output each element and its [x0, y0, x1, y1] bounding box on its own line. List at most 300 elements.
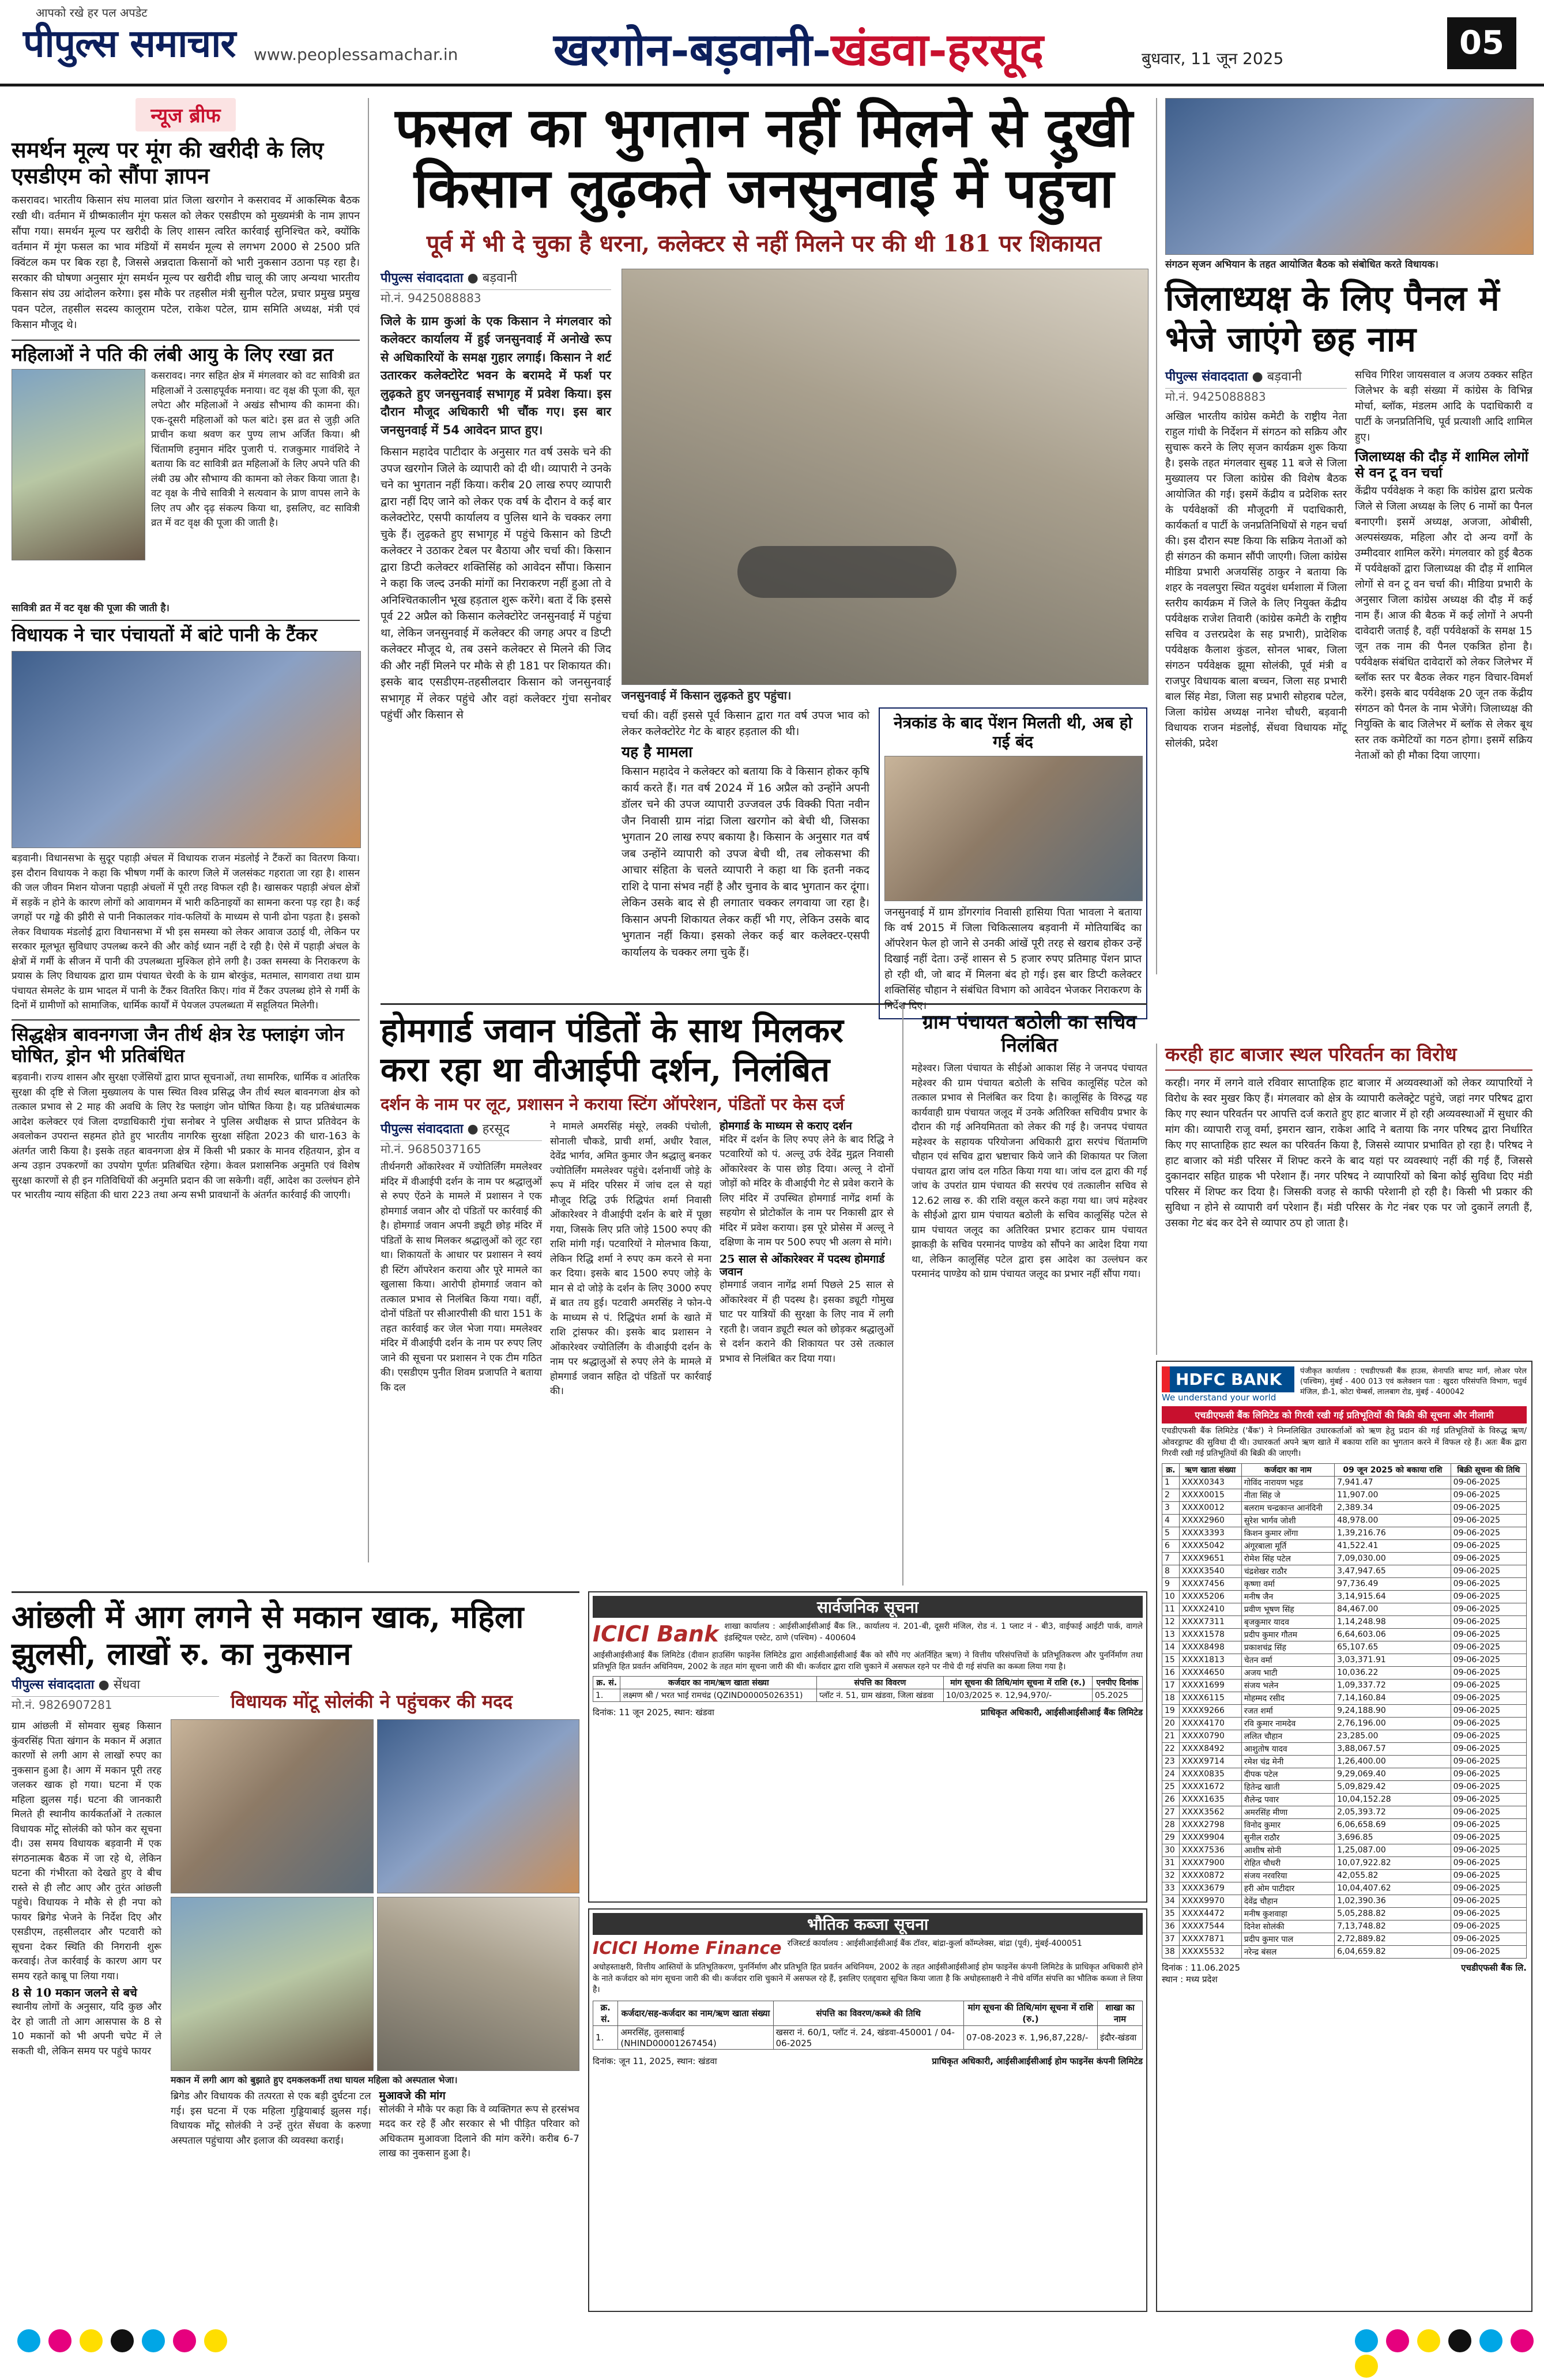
hdfc-table-cell: 7,13,748.82: [1335, 1920, 1451, 1933]
brief1-body: कसरावद। भारतीय किसान संघ मालवा प्रांत जिला खरगोन ने कसरावद में आकस्मिक बैठक रखी थी। वर्तमान में ग्रीष्मकालीन मूंग फसल को लेकर एसडीएम को मुख्यमंत्री के नाम ज्ञापन सौंपा गया। समर्थन मूल्य पर खरीदी के लिए शासन त्वरित कार्रवाई सुनिश्चित करे, क्योंकि वर्तमान में मूंग फसल का भाव मंडियों में समर्थन मूल्य से लगभग 2000 से 2500 प्रति क्विंटल कम पर बिक रहा है, जिससे अन्नदाता किसानों को भारी नुकसान उठाना पड़ रहा है। सरकार की घोषणा अनुसार मूंग समर्थन मूल्य पर खरीदी शीघ्र चालू की जाए अन्यथा भारतीय किसान संघ उग्र आंदोलन करेगा। इस मौके पर तहसील मंत्री सुनील पटेल, प्रचार प्रमुख प्रमुख पवन पटेल, तहसील सदस्य कालूराम पटेल, राकेश पटेल, ग्राम समिति अध्यक्ष, मंत्री एवं किसान मौजूद थे।: [12, 194, 360, 331]
sangathan-headline: जिलाध्यक्ष के लिए पैनल में भेजे जाएंगे छह नाम: [1165, 278, 1500, 360]
fire-photo-3: [171, 1897, 374, 2071]
hdfc-table-cell: XXXX7900: [1179, 1856, 1241, 1869]
hdfc-table-cell: XXXX1813: [1179, 1654, 1241, 1666]
website-link[interactable]: www.peoplessamachar.in: [254, 45, 458, 64]
lead-intro: जिले के ग्राम कुआं के एक किसान ने मंगलवार को कलेक्टर कार्यालय में हुई जनसुनवाई में अनोखे रूप से अधिकारियों के समक्ष गुहार लगाई। किसान ने शर्ट उतारकर कलेक्टोरेट भवन के बरामदे में फर्श पर लुढ़कते हुए जनसुनवाई सभागृह में प्रवेश किया। इस दौरान मौजूद अधिकारी भी चौंक गए। इस बार जनसुनवाई में 54 आवेदन प्राप्त हुए।: [381, 314, 611, 437]
hdfc-table-cell: 09-06-2025: [1451, 1806, 1526, 1818]
hdfc-table-cell: 20: [1162, 1717, 1180, 1730]
homeguard-col3-subhead2: 25 साल से ओंकारेश्वर में पदस्थ होमगार्ड जवान: [720, 1252, 885, 1278]
hdfc-table-cell: 1,09,337.72: [1335, 1679, 1451, 1692]
icici-hf-text: अधोहस्ताक्षरी, वित्तीय आस्तियों के प्रतिभूतिकरण, पुनर्निर्माण और प्रतिभूति हित प्रवर्तन अधिनियम, 2002 के तहत आईसीआईसीआई होम फाइनेंस कंपनी लिमिटेड के प्राधिकृत अधिकारी होने के नाते कर्जदार को मांग सूचना जारी की थी। कर्जदार राशि चुकाने में असफल रहे हैं, इसलिए एतद्द्वारा सूचित किया जाता है कि अधोहस्ताक्षरी ने नीचे वर्णित संपत्ति का भौतिक कब्जा ले लिया है।: [593, 1963, 1143, 1995]
paper-logo: पीपुल्स समाचार: [23, 21, 236, 66]
hdfc-table-cell: 09-06-2025: [1451, 1780, 1526, 1793]
registration-dot: [17, 2329, 40, 2352]
hdfc-table-cell: संजय भलेन: [1241, 1679, 1334, 1692]
registration-dot: [1417, 2329, 1440, 2352]
batholi-story: [902, 1003, 1147, 1586]
icici-hf-table-header: मांग सूचना की तिथि/मांग सूचना में राशि (रु.): [963, 2001, 1097, 2025]
icici-hf-table-header: शाखा का नाम: [1098, 2001, 1143, 2025]
hdfc-table-cell: 7: [1162, 1552, 1180, 1565]
homeguard-place: हरसूद: [482, 1122, 510, 1137]
lead-byline: पीपुल्स संवाददाता ● बड़वानी: [381, 269, 611, 290]
icici-table-cell: 10/03/2025 रु. 12,94,970/-: [943, 1689, 1092, 1702]
hdfc-table-cell: प्रदीप कुमार गौतम: [1241, 1628, 1334, 1641]
sangathan-col1: अखिल भारतीय कांग्रेस कमेटी के राष्ट्रीय नेता राहुल गांधी के निर्देशन में संगठन को सक्रिय और सुचारू करने के लिए सृजन कार्यक्रम शुरू किया है। इसके तहत मंगलवार सुबह 11 बजे से जिला मुख्यालय पर जिला कांग्रेस की विशेष बैठक आयोजित की गई। इसमें केंद्रीय व प्रदेशिक स्तर के पर्यवेक्षकों की मौजूदगी में पदाधिकारी, कार्यकर्ता व पार्टी के जनप्रतिनिधियों से गहन चर्चा की। इस दौरान स्पष्ट किया कि सक्रिय नेताओं को ही संगठन की कमान सौंपी जाएगी। जिला कांग्रेस मीडिया प्रभारी अजयसिंह ठाकुर ने बताया कि शहर के नवलपुरा स्थित यदुवंश धर्मशाला में जिला स्तरीय कार्यक्रम में जिले के लिए नियुक्त केंद्रीय पर्यवेक्षक राजेश तिवारी (कांग्रेस कमेटी के राष्ट्रीय सचिव व उत्तरप्रदेश के सह प्रभारी), प्रादेशिक पर्यवेक्षक कैलाश कुंडल, सोनल भाबर, जिला संगठन पर्यवेक्षक झूमा सोलंकी, पूर्व मंत्री व राजपुर विधायक बाला बच्चन, जिला सह प्रभारी बाल सिंह मेडा, जिला सह प्रभारी सोहराब पटेल, जिला कांग्रेस अध्यक्ष नानेश चौधरी, बड़वानी विधायक राजन मंडलोई, सेंधवा विधायक मोंटू सोलंकी, प्रदेश: [1165, 410, 1347, 750]
table-row: [1162, 1818, 1527, 1831]
hdfc-table-cell: 09-06-2025: [1451, 1476, 1526, 1489]
brief1-headline: समर्थन मूल्य पर मूंग की खरीदी के लिए एसडीएम को सौंपा ज्ञापन: [12, 137, 324, 189]
table-row: [1162, 1603, 1527, 1615]
hdfc-table-cell: 6,06,658.69: [1335, 1818, 1451, 1831]
hdfc-table-cell: नरेन्द्र बंसल: [1241, 1945, 1334, 1958]
icici-hf-table-header: कर्जदार/सह-कर्जदार का नाम/ऋण खाता संख्या: [618, 2001, 773, 2025]
brief3-headline: विधायक ने चार पंचायतों में बांटे पानी के टैंकर: [12, 620, 360, 646]
lead-photo-figure: [737, 546, 956, 598]
icici-table-cell: 05.2025: [1093, 1689, 1143, 1702]
hdfc-signatory: एचडीएफसी बैंक लि.: [1461, 1962, 1527, 1973]
hdfc-table-cell: 3,88,067.57: [1335, 1742, 1451, 1755]
hdfc-table-cell: XXXX9651: [1179, 1552, 1241, 1565]
hdfc-table-cell: रवि कुमार नामदेव: [1241, 1717, 1334, 1730]
homeguard-col3: मंदिर में दर्शन के लिए रुपए लेने के बाद रिद्धि ने पटवारियों को पं. अल्लू उर्फ देवेंद्र मुद्गल निवासी ओंकारेश्वर के पास छोड़ दिया। अल्लू ने दोनों जोड़ों को मंदिर के वीआईपी गेट से प्रवेश कराने के लिए मंदिर में उपस्थित होमगार्ड नागेंद्र शर्मा के सहयोग से प्रोटोकॉल के नाम पर निकासी द्वार से मंदिर में प्रवेश कराया। इस पूरे प्रोसेस में अल्लू ने दक्षिणा के नाम पर 500 रुपए भी अलग से मांगे।: [720, 1133, 894, 1248]
hdfc-table-cell: 3,03,371.91: [1335, 1654, 1451, 1666]
icici-text: आईसीआईसीआई बैंक लिमिटेड (दीवान हाउसिंग फाइनेंस लिमिटेड द्वारा आईसीआईसीआई बैंक को सौंपे गए अंतर्निहित ऋण) ने वित्तीय परिसंपत्तियों के प्रतिभूतिकरण और पुनर्निर्माण तथा प्रतिभूति हित प्रवर्तन अधिनियम, 2002 के तहत मांग सूचना जारी की थी। कर्जदार द्वारा राशि चुकाने में असफल रहने पर नीचे दी गई संपत्ति का कब्जा लिया गया है।: [593, 1651, 1143, 1671]
hdfc-table-cell: हरी ओम पाटीदार: [1241, 1882, 1334, 1895]
news-brief-column: [12, 98, 369, 1562]
hdfc-table-header: ऋण खाता संख्या: [1179, 1463, 1241, 1476]
sangathan-col2b: केंद्रीय पर्यवेक्षक ने कहा कि कांग्रेस द्वारा प्रत्येक जिले से जिला अध्यक्ष के लिए 6 नामों का पैनल बनाएगी। इसमें अध्यक्ष, अजजा, ओबीसी, अल्पसंख्यक, महिला और दो अन्य वर्गों के उम्मीदवार शामिल करेंगे। मंगलवार को हुई बैठक में पर्यवेक्षकों द्वारा जिलाध्यक्ष की दौड़ में शामिल लोगों से वन टू वन चर्चा की। मीडिया प्रभारी के अनुसार जिला कांग्रेस अध्यक्ष की दौड़ में कई नाम हैं। आज की बैठक में कई लोगों ने अपनी दावेदारी जताई है, वहीं पर्यवेक्षकों के समक्ष 15 जून तक नाम की पैनल एकत्रित होना है। पर्यवेक्षक संबंधित दावेदारों को लेकर जिलेभर में ब्लॉक स्तर पर बैठक लेकर गहन विचार-विमर्श करेंगे। इसके बाद पर्यवेक्षक 20 जून तक केंद्रीय संगठन को पैनल के नाम भेजेंगे। जिलाध्यक्ष की नियुक्ति के बाद जिलेभर में ब्लॉक से लेकर बूथ स्तर तक कमेटियों का गठन होगा। इसमें सक्रिय नेताओं को ही मौका दिया जाएगा।: [1355, 485, 1532, 762]
table-row: [1162, 1565, 1527, 1577]
hdfc-table-cell: रोहित चौधरी: [1241, 1856, 1334, 1869]
hdfc-table-cell: मोहम्मद रसीद: [1241, 1692, 1334, 1704]
registration-dot: [142, 2329, 165, 2352]
lead-photo-caption: जनसुनवाई में किसान लुढ़कते हुए पहुंचा।: [622, 688, 792, 702]
hdfc-table-cell: 09-06-2025: [1451, 1666, 1526, 1679]
hdfc-table-cell: 5,05,288.82: [1335, 1907, 1451, 1920]
hdfc-table-cell: 09-06-2025: [1451, 1831, 1526, 1844]
hdfc-table-cell: प्रकाशचंद्र सिंह: [1241, 1641, 1334, 1654]
hdfc-table-cell: 09-06-2025: [1451, 1615, 1526, 1628]
hdfc-table-cell: 6,64,603.06: [1335, 1628, 1451, 1641]
hdfc-table-header: कर्जदार का नाम: [1241, 1463, 1334, 1476]
brief3-photo: [12, 651, 361, 848]
fire-photo-2: [377, 1719, 580, 1893]
icici-hf-table-header: संपत्ति का विवरण/कब्जे की तिथि: [773, 2001, 963, 2025]
brief2-photo: [12, 369, 145, 560]
hdfc-table-cell: आशुतोष यादव: [1241, 1742, 1334, 1755]
hdfc-table-cell: XXXX1635: [1179, 1793, 1241, 1806]
hdfc-table-cell: 09-06-2025: [1451, 1755, 1526, 1768]
icici-address: शाखा कार्यालय : आईसीआईसीआई बैंक लि., कार्यालय नं. 201-बी, दूसरी मंजिल, रोड नं. 1 प्लाट नं - बी3, वाईफाई आईटी पार्क, वागले इंडस्ट्रियल एस्टेट, ठाणे (पश्चिम) - 400604: [724, 1622, 1143, 1643]
icici-hf-table-cell: 07-08-2023 रु. 1,96,87,228/-: [963, 2025, 1097, 2049]
hdfc-table-cell: 84,467.00: [1335, 1603, 1451, 1615]
fire-subhead2: 8 से 10 मकान जलने से बचे: [12, 1986, 137, 2000]
hdfc-table-cell: 09-06-2025: [1451, 1590, 1526, 1603]
hdfc-table-cell: मनीष जैन: [1241, 1590, 1334, 1603]
table-row: [1162, 1476, 1527, 1489]
hdfc-table-cell: मनीष कुशवाहा: [1241, 1907, 1334, 1920]
fire-byline: पीपुल्स संवाददाता ● सेंधवा: [12, 1675, 219, 1697]
homeguard-subhead: दर्शन के नाम पर लूट, प्रशासन ने कराया स्टिंग ऑपरेशन, पंडितों पर केस दर्ज: [381, 1094, 845, 1114]
lead-photo: [622, 269, 1148, 685]
hdfc-table-cell: 36: [1162, 1920, 1180, 1933]
hdfc-table-cell: 10: [1162, 1590, 1180, 1603]
hdfc-table-cell: 09-06-2025: [1451, 1577, 1526, 1590]
hdfc-table-cell: XXXX9904: [1179, 1831, 1241, 1844]
icici-notice: [588, 1591, 1147, 1903]
table-row: [1162, 1641, 1527, 1654]
table-row: [1162, 1768, 1527, 1780]
section-title-part1: खरगोन-बड़वानी-: [553, 24, 831, 76]
hdfc-table-cell: 6: [1162, 1539, 1180, 1552]
hdfc-table-cell: संजय नरवरिया: [1241, 1869, 1334, 1882]
hdfc-table-cell: 09-06-2025: [1451, 1654, 1526, 1666]
hdfc-table-cell: 09-06-2025: [1451, 1907, 1526, 1920]
hdfc-table-cell: XXXX3679: [1179, 1882, 1241, 1895]
hdfc-table-cell: 65,107.65: [1335, 1641, 1451, 1654]
icici-table-header: क्र. सं.: [593, 1677, 620, 1689]
hdfc-table-cell: XXXX5206: [1179, 1590, 1241, 1603]
hdfc-table-cell: 5: [1162, 1527, 1180, 1539]
hdfc-table-cell: दीपक पटेल: [1241, 1768, 1334, 1780]
fire-photo-caption: मकान में लगी आग को बुझाते हुए दमकलकर्मी तथा घायल महिला को अस्पताल भेजा।: [171, 2074, 458, 2086]
lead-mobile: मो.नं. 9425088883: [381, 291, 481, 305]
lead-col2a: चर्चा की। वहीं इससे पूर्व किसान द्वारा गत वर्ष उपज भाव को लेकर कलेक्टोरेट गेट के बाहर हड़ताल की थी।: [622, 709, 869, 739]
hdfc-table-cell: 09-06-2025: [1451, 1818, 1526, 1831]
icici-hf-table-cell: 1.: [593, 2025, 618, 2049]
brief2-caption: सावित्री व्रत में वट वृक्ष की पूजा की जाती है।: [12, 602, 170, 615]
hdfc-table-cell: देवेंद्र चौहान: [1241, 1895, 1334, 1907]
hdfc-table-cell: 18: [1162, 1692, 1180, 1704]
brief3-body: बड़वानी। विधानसभा के सुदूर पहाड़ी अंचल में विधायक राजन मंडलोई ने टैंकरों का वितरण किया। इस दौरान विधायक ने कहा कि भीषण गर्मी के कारण जिले में जलसंकट गहराता जा रहा है। शासन की जल जीवन मिशन योजना पहाड़ी अंचलों में पूरी तरह विफल रही है। खासकर पहाड़ी अंचल क्षेत्रों में सड़कें न होने के कारण लोगों को आवागमन में भारी कठिनाइयों का सामना करना पड़ रहा है। कई जगहों पर गड्ढे की झीरी से पानी निकालकर गांव-फलियों के माध्यम से पानी ढोना पड़ता है। इसको लेकर विधायक मंडलोई द्वारा विधानसभा में भी इस समस्या को लेकर आवाज उठाई थी, लेकिन पर सरकार मूलभूत सुविधाए उपलब्ध करने की और कोई ध्यान नहीं दे रही है। ऐसे में पहाड़ी अंचल के क्षेत्रों में गर्मी के सीजन में पानी की उपलब्धता मुश्किल होने लगी है। उक्त समस्या के निराकरण के प्रयास के लिए विधायक द्वारा ग्राम पंचायत चेरवी के के ग्राम बोरकुंड, मतमाल, सागवारा तथा ग्राम पंचायत सेमलेट के ग्राम भादल में पानी के टैंकर वितरित किए। गांव में टैंकर उपलब्ध होने से गर्मी के दिनों में ग्रामीणों को सामाजिक, धार्मिक कार्यों में पेयजल उपलब्धता में सहूलियत मिलेगी।: [12, 853, 360, 1012]
hdfc-table-cell: 42,055.82: [1335, 1869, 1451, 1882]
hdfc-table-cell: 2,05,393.72: [1335, 1806, 1451, 1818]
hdfc-table-cell: 7,14,160.84: [1335, 1692, 1451, 1704]
table-row: [1162, 1920, 1527, 1933]
icici-hf-address: रजिस्टर्ड कार्यालय : आईसीआईसीआई बैंक टॉवर, बांद्रा-कुर्ला कॉम्प्लेक्स, बांद्रा (पूर्व), मुंबई-400051: [787, 1939, 1082, 1948]
hdfc-table-cell: 7,941.47: [1335, 1476, 1451, 1489]
batholi-headline: ग्राम पंचायत बठोली का सचिव निलंबित: [922, 1011, 1137, 1057]
fire-headline: आंछली में आग लगने से मकान खाक, महिला झुलसी, लाखों रु. का नुकसान: [12, 1598, 524, 1672]
hdfc-table-header: 09 जून 2025 को बकाया राशि: [1335, 1463, 1451, 1476]
hdfc-table-cell: सुनील राठौर: [1241, 1831, 1334, 1844]
hdfc-table-cell: 13: [1162, 1628, 1180, 1641]
hdfc-table-cell: 09-06-2025: [1451, 1882, 1526, 1895]
hdfc-footer-place: स्थान : मध्य प्रदेश: [1162, 1974, 1218, 1984]
lead-story: [381, 96, 1147, 1012]
hdfc-brand: HDFC BANK: [1162, 1366, 1294, 1392]
icici-banner: सार्वजनिक सूचना: [593, 1596, 1143, 1618]
table-row: [1162, 1780, 1527, 1793]
sangathan-col2: सचिव गिरिश जायसवाल व अजय ठक्कर सहित जिलेभर के बड़ी संख्या में कांग्रेस के विभिन्न मोर्चा, ब्लॉक, मंडलम आदि के पदाधिकारी व पार्टी के जनप्रतिनिधि, पूर्व प्रत्याशी आदि शामिल हुए।: [1355, 368, 1532, 443]
registration-dot: [204, 2329, 227, 2352]
hdfc-table-cell: गोविंद नारायण भट्टड: [1241, 1476, 1334, 1489]
hdfc-notice: [1156, 1361, 1532, 2312]
hdfc-table-cell: 3,47,947.65: [1335, 1565, 1451, 1577]
icici-table-header: कर्जदार का नाम/ऋण खाता संख्या: [620, 1677, 817, 1689]
pension-headline: नेत्रकांड के बाद पेंशन मिलती थी, अब हो गई बंद: [894, 713, 1132, 751]
homeguard-reporter: पीपुल्स संवाददाता: [381, 1122, 464, 1137]
icici-hf-table: [593, 2001, 1143, 2050]
hdfc-table-cell: 16: [1162, 1666, 1180, 1679]
icici-hf-footer: दिनांक: जून 11, 2025, स्थान: खंडवा: [593, 2055, 717, 2066]
hdfc-table-cell: 10,04,407.62: [1335, 1882, 1451, 1895]
hdfc-footer-date: दिनांक : 11.06.2025: [1162, 1962, 1241, 1973]
table-row: [1162, 1590, 1527, 1603]
hdfc-table-cell: XXXX7871: [1179, 1933, 1241, 1945]
hdfc-table-cell: 3,696.85: [1335, 1831, 1451, 1844]
hdfc-title: एचडीएफसी बैंक लिमिटेड को गिरवी रखी गई प्रतिभूतियों की बिक्री की सूचना और नीलामी: [1162, 1406, 1527, 1424]
table-row: [1162, 1552, 1527, 1565]
table-row: [1162, 1539, 1527, 1552]
hdfc-logo: [1162, 1366, 1294, 1403]
hdfc-table-cell: XXXX5042: [1179, 1539, 1241, 1552]
tagline: आपको रखे हर पल अपडेट: [36, 6, 148, 20]
hdfc-table-cell: 09-06-2025: [1451, 1730, 1526, 1742]
table-row: [1162, 1501, 1527, 1514]
registration-dot: [1511, 2329, 1534, 2352]
table-row: [1162, 1895, 1527, 1907]
hdfc-table-cell: 09-06-2025: [1451, 1565, 1526, 1577]
table-row: [1162, 1831, 1527, 1844]
table-row: [1162, 1717, 1527, 1730]
icici-table: [593, 1676, 1143, 1702]
brief2-body: कसरावद। नगर सहित क्षेत्र में मंगलवार को वट सावित्री व्रत महिलाओं ने उत्साहपूर्वक मनाया। वट वृक्ष की पूजा की, सूत लपेटा और महिलाओं ने अखंड सौभाग्य की कामना की। एक-दूसरी महिलाओं को फल बांटे। इस व्रत से जुड़ी अति प्राचीन कथा श्रवण कर पुण्य लाभ अर्जित किया। श्री चिंतामणि हनुमान मंदिर पुजारी पं. राजकुमार गावंशिदे ने बताया कि वट सावित्री व्रत महिलाओं के लिए अपने पति की लंबी उम्र और सौभाग्य की कामना को लेकर किया जाता है। वट वृक्ष के नीचे सावित्री ने सत्यवान के प्राण वापस लाने के लिए तप और दृढ़ संकल्प किया था, इसलिए, वट सावित्री व्रत में वट वृक्ष की पूजा की जाती है।: [151, 370, 360, 529]
hdfc-table-cell: हितेन्द्र खाती: [1241, 1780, 1334, 1793]
table-row: [1162, 1679, 1527, 1692]
fire-body2: स्थानीय लोगों के अनुसार, यदि कुछ और देर हो जाती तो आग आसपास के 8 से 10 मकानों को भी अपनी चपेट में ले सकती थी, लेकिन समय पर पहुंचे फायर: [12, 2001, 161, 2057]
hdfc-table-cell: XXXX9714: [1179, 1755, 1241, 1768]
hdfc-table-cell: अजय भाटी: [1241, 1666, 1334, 1679]
hdfc-table-cell: दिनेश सोलंकी: [1241, 1920, 1334, 1933]
hdfc-table-cell: 3,14,915.64: [1335, 1590, 1451, 1603]
icici-hf-table-cell: अमरसिंह, तुलसाबाई (NHIND00001267454): [618, 2025, 773, 2049]
hdfc-table-cell: XXXX4650: [1179, 1666, 1241, 1679]
hdfc-table-cell: 21: [1162, 1730, 1180, 1742]
karhi-story: [1156, 1044, 1532, 1355]
icici-hf-table-cell: खसरा नं. 60/1, प्लॉट नं. 24, खंडवा-450001 / 04-06-2025: [773, 2025, 963, 2049]
hdfc-table-cell: 2,72,889.82: [1335, 1933, 1451, 1945]
hdfc-table-cell: 7,09,030.00: [1335, 1552, 1451, 1565]
hdfc-table-cell: 25: [1162, 1780, 1180, 1793]
hdfc-table-cell: 09-06-2025: [1451, 1856, 1526, 1869]
registration-dot: [1448, 2329, 1471, 2352]
hdfc-table-cell: 3: [1162, 1501, 1180, 1514]
hdfc-text: एचडीएफसी बैंक लिमिटेड ('बैंक') ने निम्नलिखित उधारकर्ताओं को ऋण हेतु प्रदान की गई प्रतिभूतियों के विरुद्ध ऋण/ओवरड्राफ्ट की सुविधा दी थी। उधारकर्ता अपने ऋण खाते में बकाया राशि का भुगतान करने में विफल रहे हैं। अतः बैंक द्वारा गिरवी रखी गई प्रतिभूतियों की बिक्री की जाएगी।: [1162, 1426, 1527, 1459]
hdfc-table-cell: XXXX0343: [1179, 1476, 1241, 1489]
hdfc-table-cell: 1,02,390.36: [1335, 1895, 1451, 1907]
homeguard-headline: होमगार्ड जवान पंडितों के साथ मिलकर करा रहा था वीआईपी दर्शन, निलंबित: [381, 1011, 843, 1090]
icici-table-header: संपत्ति का विवरण: [817, 1677, 944, 1689]
hdfc-table-cell: 10,04,152.28: [1335, 1793, 1451, 1806]
hdfc-table-cell: XXXX2798: [1179, 1818, 1241, 1831]
hdfc-table-cell: 11: [1162, 1603, 1180, 1615]
icici-hf-table-header: क्र. सं.: [593, 2001, 618, 2025]
hdfc-table-cell: 15: [1162, 1654, 1180, 1666]
hdfc-table-cell: 09-06-2025: [1451, 1501, 1526, 1514]
pension-box: [879, 707, 1147, 1019]
hdfc-table-cell: XXXX3540: [1179, 1565, 1241, 1577]
table-row: [1162, 1793, 1527, 1806]
hdfc-table-cell: 9,24,188.90: [1335, 1704, 1451, 1717]
table-row: [1162, 1945, 1527, 1958]
hdfc-table-cell: 09-06-2025: [1451, 1793, 1526, 1806]
hdfc-table-cell: 09-06-2025: [1451, 1603, 1526, 1615]
hdfc-table-cell: रमेश चंद्र मेनी: [1241, 1755, 1334, 1768]
registration-marks-right: [1355, 2329, 1544, 2380]
hdfc-table-cell: 14: [1162, 1641, 1180, 1654]
hdfc-table-cell: 09-06-2025: [1451, 1704, 1526, 1717]
hdfc-table-cell: 48,978.00: [1335, 1514, 1451, 1527]
sangathan-col2-subhead: जिलाध्यक्ष की दौड़ में शामिल लोगों से वन टू वन चर्चा: [1355, 447, 1528, 481]
hdfc-table-cell: 9: [1162, 1577, 1180, 1590]
hdfc-table-cell: चेतन वर्मा: [1241, 1654, 1334, 1666]
hdfc-table-cell: 17: [1162, 1679, 1180, 1692]
masthead: [0, 0, 1544, 86]
hdfc-table-cell: XXXX1699: [1179, 1679, 1241, 1692]
table-row: [1162, 1882, 1527, 1895]
hdfc-table-cell: 09-06-2025: [1451, 1895, 1526, 1907]
hdfc-table: [1162, 1463, 1527, 1959]
hdfc-table-cell: 2,76,196.00: [1335, 1717, 1451, 1730]
registration-dot: [173, 2329, 196, 2352]
table-row: [1162, 1615, 1527, 1628]
hdfc-table-cell: किशन कुमार लोंगा: [1241, 1527, 1334, 1539]
section-title: [553, 17, 1044, 78]
hdfc-table-cell: 28: [1162, 1818, 1180, 1831]
table-row: [1162, 1933, 1527, 1945]
hdfc-table-cell: 09-06-2025: [1451, 1920, 1526, 1933]
fire-mobile: मो.नं. 9826907281: [12, 1698, 112, 1712]
lead-place: बड़वानी: [482, 270, 517, 285]
icici-hf-signatory: प्राधिकृत अधिकारी, आईसीआईसीआई होम फाइनेंस कंपनी लिमिटेड: [932, 2055, 1143, 2066]
fire-body: ग्राम आंछली में सोमवार सुबह किसान कुंवरसिंह पिता खंगान के मकान में अज्ञात कारणों से लगी आग से लाखों रुपए का नुकसान हुआ है। आग में मकान पूरी तरह जलकर खाक हो गया। घटना में एक महिला झुलस गई। घटना की जानकारी मिलते ही स्थानीय कार्यकर्ताओं ने तत्काल विधायक मोंटू सोलंकी को फोन कर सूचना दी। उस समय विधायक बड़वानी में एक संगठनात्मक बैठक में जा रहे थे, लेकिन घटना की गंभीरता को देखते हुए वे बीच रास्ते से ही लौट आए और तुरंत आंछली पहुंचे। विधायक ने मौके से ही नपा को फायर ब्रिगेड भेजने के निर्देश दिए और एसडीएम, तहसीलदार और पटवारी को सूचना देकर स्थिति की निगरानी शुरू करवाई। तेज कार्रवाई के कारण आग पर समय रहते काबू पा लिया गया।: [12, 1720, 161, 1982]
table-row: [1162, 1704, 1527, 1717]
news-brief-label: न्यूज ब्रीफ: [135, 98, 235, 131]
sangathan-mobile: मो.नं. 9425088883: [1165, 389, 1266, 404]
hdfc-table-cell: 24: [1162, 1768, 1180, 1780]
hdfc-table-cell: 09-06-2025: [1451, 1539, 1526, 1552]
sangathan-story: [1156, 98, 1532, 974]
hdfc-table-cell: XXXX7544: [1179, 1920, 1241, 1933]
icici-hf-brand: ICICI Home Finance: [593, 1938, 782, 1959]
hdfc-table-cell: 09-06-2025: [1451, 1945, 1526, 1958]
hdfc-table-cell: 1,26,400.00: [1335, 1755, 1451, 1768]
registration-dot: [1479, 2329, 1502, 2352]
hdfc-table-cell: 27: [1162, 1806, 1180, 1818]
registration-dot: [1355, 2355, 1378, 2378]
hdfc-table-cell: XXXX7311: [1179, 1615, 1241, 1628]
lead-col1: किसान महादेव पाटीदार के अनुसार गत वर्ष उसके चने की उपज खरगोन जिले के व्यापारी को दी थी। व्यापारी ने उनके चने का भुगतान नहीं किया। करीब 20 लाख रुपए व्यापारी द्वारा नहीं दिए जाने को लेकर एक वर्ष के दौरान वे कई बार कलेक्टोरेट, एसपी कार्यालय व पुलिस थाने के चक्कर लगा चुके हैं। लुढ़कते हुए सभागृह में पहुंचे किसान को डिप्टी कलेक्टर ने उठाकर टेबल पर बैठाया और चर्चा की। किसान द्वारा डिप्टी कलेक्टर शक्तिसिंह को आवेदन सौंपा। किसान ने कहा कि जल्द उनकी मांगों का निराकरण नहीं हुआ तो वे अनिश्चितकालीन भूख हड़ताल शुरू करेंगे। बता दें कि इससे पूर्व 22 अप्रैल को किसान कलेक्टोरेट जनसुनवाई में पहुंचा था, लेकिन जनसुनवाई में कलेक्टर की जगह अपर व डिप्टी कलेक्टर मौजूद थे, तब उसने कलेक्टर से मिलने की जिद की और नहीं मिलने पर मौके से ही 181 पर शिकायत की। इसके बाद एसडीएम-तहसीलदार किसान को जनसुनवाई सभागृह में लेकर पहुंचे और वहां कलेक्टर गुंचा सनोबर पहुंचीं और किसान से: [381, 446, 611, 722]
hdfc-table-cell: 11,907.00: [1335, 1489, 1451, 1501]
hdfc-table-cell: XXXX1672: [1179, 1780, 1241, 1793]
sangathan-byline: पीपुल्स संवाददाता ● बड़वानी: [1165, 367, 1347, 389]
batholi-body: महेश्वर। जिला पंचायत के सीईओ आकाश सिंह ने जनपद पंचायत महेश्वर की ग्राम पंचायत बठोली के सचिव कालूसिंह पटेल को तत्काल प्रभाव से निलंबित कर दिया है। कालूसिंह के विरुद्ध यह कार्यवाही ग्राम पंचायत जलूद में उनके अतिरिक्त सचिवीय प्रभार के दौरान की गई अनियमितता को लेकर की गई है। जनपद पंचायत महेश्वर के सहायक परियोजना अधिकारी द्वारा सरपंच चिंतामणि चौहान एवं सचिव द्वारा भ्रष्टाचार किये जाने की शिकायत पर जिला पंचायत द्वारा जांच दल गठित किया गया था। जांच दल द्वारा की गई जांच के उपरांत ग्राम पंचायत की सरपंच एवं तत्कालीन सचिव से 12.62 लाख रु. की राशि वसूल करने कहा गया था। जपं महेश्वर के सीईओ द्वारा ग्राम पंचायत बठोली के सचिव कालूसिंह पटेल से ग्राम पंचायत जलूद का अतिरिक्त प्रभार हटाकर ग्राम पंचायत झाकड़ी के सचिव परमानंद पाण्डेय को सौंपने का आदेश दिया गया था, लेकिन कालूसिंह पटेल द्वारा इस आदेश का उल्लंघन कर परमानंद पाण्डेय को ग्राम पंचायत जलूद का प्रभार नहीं सौंपा गया।: [912, 1063, 1147, 1281]
registration-marks-left: [17, 2329, 235, 2355]
hdfc-table-cell: कृष्णा वर्मा: [1241, 1577, 1334, 1590]
fire-photo-grid: [171, 1719, 579, 2071]
hdfc-table-cell: 30: [1162, 1844, 1180, 1856]
table-row: [1162, 1577, 1527, 1590]
section-title-part2: खंडवा-हरसूद: [831, 24, 1044, 76]
hdfc-table-cell: रजत शर्मा: [1241, 1704, 1334, 1717]
hdfc-table-cell: विनोद कुमार: [1241, 1818, 1334, 1831]
registration-dot: [1386, 2329, 1409, 2352]
homeguard-story: [381, 1003, 894, 1586]
icici-hf-table-cell: इंदौर-खंडवा: [1098, 2025, 1143, 2049]
hdfc-table-cell: 09-06-2025: [1451, 1489, 1526, 1501]
hdfc-table-cell: 1,25,087.00: [1335, 1844, 1451, 1856]
hdfc-table-cell: XXXX3562: [1179, 1806, 1241, 1818]
sangathan-photo-caption: संगठन सृजन अभियान के तहत आयोजित बैठक को संबोधित करते विधायक।: [1165, 259, 1438, 270]
table-row: [1162, 1856, 1527, 1869]
icici-table-cell: 1.: [593, 1689, 620, 1702]
fire-place: सेंधवा: [113, 1678, 141, 1693]
hdfc-table-cell: 29: [1162, 1831, 1180, 1844]
hdfc-table-cell: सुरेश भार्गव जोशी: [1241, 1514, 1334, 1527]
hdfc-table-cell: 5,09,829.42: [1335, 1780, 1451, 1793]
lead-col2-subhead: यह है मामला: [622, 743, 692, 761]
registration-dot: [111, 2329, 134, 2352]
hdfc-table-cell: XXXX9970: [1179, 1895, 1241, 1907]
table-row: [1162, 1730, 1527, 1742]
table-row: [1162, 1527, 1527, 1539]
hdfc-table-cell: 33: [1162, 1882, 1180, 1895]
homeguard-col2: ने मामले अमरसिंह मंसूरे, लक्की पंचोली, सोनाली चौकडे, प्राची शर्मा, अधीर रैवाल, देवेंद्र भार्गव, अमित कुमार जैन श्रद्धालु बनकर ज्योतिर्लिंग ममलेश्वर पहुंचे। दर्शनार्थी जोड़े के रूप में मंदिर परिसर में जांच दल से यहां मौजूद रिद्धि उर्फ रिद्धिपंत शर्मा निवासी ओंकारेश्वर ने वीआईपी दर्शन के बारे में पूछा गया, जिसके लिए प्रति जोड़े 1500 रुपए की राशि मांगी गई। पटवारियों ने मोलभाव किया, लेकिन रिद्धि शर्मा ने रुपए कम करने से मना कर दिया। इसके बाद 1500 रुपए जोड़े के मान से दो जोड़े के दर्शन के लिए 3000 रुपए में बात तय हुई। पटवारी अमरसिंह ने फोन-पे के माध्यम से पं. रिद्धिपंत शर्मा के खाते में राशि ट्रांसफर की। इसके बाद प्रशासन ने ओंकारेश्वर ज्योतिर्लिंग के वीआईपी दर्शन के नाम पर श्रद्धालुओं से रुपए लेने के मामले में होमगार्ड जवान सहित दो पंडितों पर कार्रवाई की।: [550, 1121, 711, 1398]
hdfc-table-cell: 4: [1162, 1514, 1180, 1527]
fire-story: [12, 1591, 579, 2318]
homeguard-col1: तीर्थनगरी ओंकारेश्वर में ज्योतिर्लिंग ममलेश्वर मंदिर में वीआईपी दर्शन के नाम पर श्रद्धालुओं से रुपए ऐंठने के मामले में प्रशासन ने एक होमगार्ड जवान और दो पंडितों पर कार्रवाई की है। होमगार्ड जवान अपनी ड्यूटी छोड़ मंदिर में पंडितों के साथ मिलकर श्रद्धालुओं को लूट रहा था। शिकायतों के आधार पर प्रशासन ने स्वयं ही स्टिंग ऑपरेशन कराया और पूरे मामले का खुलासा किया। आरोपी होमगार्ड जवान को तत्काल प्रभाव से निलंबित किया गया। वहीं, दोनों पंडितों पर सीआरपीसी की धारा 151 के तहत कार्रवाई कर जेल भेजा गया। ममलेश्वर मंदिर में वीआईपी दर्शन के नाम पर रुपए लिए जाने की सूचना पर प्रशासन ने एक टीम गठित की। एसडीएम पुनीत शिवम प्रजापति ने बताया कि दल: [381, 1161, 542, 1394]
hdfc-table-cell: 34: [1162, 1895, 1180, 1907]
hdfc-table-cell: XXXX8492: [1179, 1742, 1241, 1755]
hdfc-table-cell: XXXX9266: [1179, 1704, 1241, 1717]
hdfc-table-cell: XXXX7456: [1179, 1577, 1241, 1590]
homeguard-byline: पीपुल्स संवाददाता ● हरसूद: [381, 1120, 542, 1141]
hdfc-table-cell: XXXX2960: [1179, 1514, 1241, 1527]
hdfc-table-cell: 09-06-2025: [1451, 1844, 1526, 1856]
hdfc-table-cell: नीता सिंह जे: [1241, 1489, 1334, 1501]
lead-headline: फसल का भुगतान नहीं मिलने से दुखी किसान लुढ़कते जनसुनवाई में पहुंचा: [395, 96, 1133, 221]
icici-footer: दिनांक: 11 जून 2025, स्थान: खंडवा: [593, 1707, 714, 1718]
hdfc-table-cell: XXXX3393: [1179, 1527, 1241, 1539]
registration-dot: [1355, 2329, 1378, 2352]
fire-col3-subhead: मुआवजे की मांग: [379, 2089, 446, 2103]
sangathan-reporter: पीपुल्स संवाददाता: [1165, 369, 1248, 384]
icici-signatory: प्राधिकृत अधिकारी, आईसीआईसीआई बैंक लिमिटेड: [981, 1707, 1143, 1718]
fire-col3: सोलंकी ने मौके पर कहा कि वे व्यक्तिगत रूप से हरसंभव मदद कर रहे हैं और सरकार से भी पीड़ित परिवार को अधिकतम मुआवजा दिलाने की मांग करेंगे। करीब 6-7 लाख का नुकसान हुआ है।: [379, 2103, 579, 2160]
hdfc-table-cell: चंद्रशेखर राठौर: [1241, 1565, 1334, 1577]
table-row: [1162, 1489, 1527, 1501]
hdfc-table-cell: रोमेश सिंह पटेल: [1241, 1552, 1334, 1565]
hdfc-table-cell: XXXX0015: [1179, 1489, 1241, 1501]
hdfc-table-cell: XXXX0012: [1179, 1501, 1241, 1514]
hdfc-table-cell: XXXX7536: [1179, 1844, 1241, 1856]
hdfc-table-cell: XXXX1578: [1179, 1628, 1241, 1641]
hdfc-table-cell: XXXX8498: [1179, 1641, 1241, 1654]
homeguard-col3-subhead1: होमगार्ड के माध्यम से कराए दर्शन: [720, 1120, 852, 1133]
hdfc-table-cell: 2,389.34: [1335, 1501, 1451, 1514]
icici-brand: ICICI Bank: [593, 1621, 719, 1647]
hdfc-table-cell: ललित चौहान: [1241, 1730, 1334, 1742]
hdfc-table-cell: 1: [1162, 1476, 1180, 1489]
hdfc-table-cell: 23,285.00: [1335, 1730, 1451, 1742]
hdfc-table-cell: 09-06-2025: [1451, 1641, 1526, 1654]
table-row: [1162, 1755, 1527, 1768]
hdfc-table-cell: XXXX6115: [1179, 1692, 1241, 1704]
lead-col2b: किसान महादेव ने कलेक्टर को बताया कि वे किसान होकर कृषि कार्य करते हैं। गत वर्ष 2024 में 16 अप्रैल को उन्होंने अपनी डॉलर चने की उपज व्यापारी उज्जवल उर्फ विक्की पिता नवीन जैन निवासी ग्राम नांद्रा जिला खरगोन को बेची थी, जिसका भुगतान 20 लाख रुपए बकाया है। किसान के अनुसार गत वर्ष जब उन्होंने व्यापारी को उपज बेची थी, तब लोकसभा की आचार संहिता के चलते व्यापारी ने कहा था कि इतनी नकद राशि दे पाना संभव नहीं है और चुनाव के बाद भुगतान कर दूंगा। लेकिन उसके बाद से ही लगातार चक्कर लगवाया जा रहा है। किसान अपनी शिकायत लेकर कहीं भी गए, लेकिन उसके बाद भुगतान नहीं किया। इसको लेकर कई बार कलेक्टर-एसपी कार्यालय के चक्कर लगा चुके हैं।: [622, 765, 869, 959]
hdfc-table-cell: 1,39,216.76: [1335, 1527, 1451, 1539]
